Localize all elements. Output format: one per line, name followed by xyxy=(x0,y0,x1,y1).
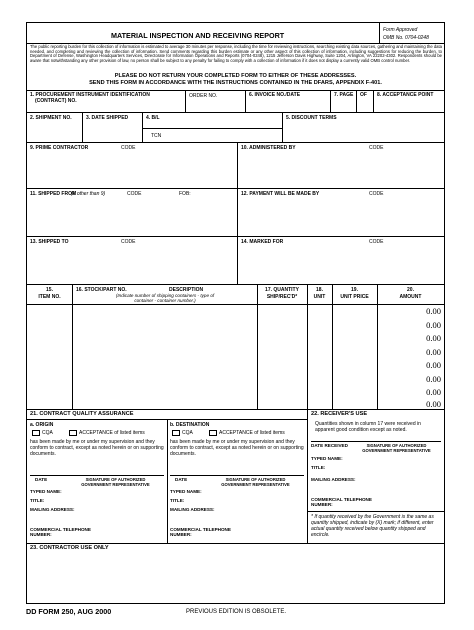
origin-date-label: DATE xyxy=(35,477,48,482)
field-1-label: 1. PROCUREMENT INSTRUMENT IDENTIFICATION xyxy=(30,92,150,98)
origin-mailing-label: MAILING ADDRESS: xyxy=(30,507,75,512)
amount-cell[interactable]: 0.00 xyxy=(426,374,441,384)
field-5-label: 5. DISCOUNT TERMS xyxy=(286,115,337,121)
origin-phone-label-b: NUMBER: xyxy=(30,532,52,537)
col-unit-header: UNIT xyxy=(313,294,326,300)
receiver-signature-label-b: GOVERNMENT REPRESENTATIVE xyxy=(362,448,431,453)
of-label: OF xyxy=(360,92,367,98)
receiver-section-title: 22. RECEIVER'S USE xyxy=(311,411,368,417)
field-6-label: 6. INVOICE NO./DATE xyxy=(249,92,301,98)
origin-typed-name-label: TYPED NAME: xyxy=(30,489,62,494)
contractor-section-title: 23. CONTRACTOR USE ONLY xyxy=(30,545,109,551)
burden-statement: The public reporting burden for this collection of information is estimated to average 30 minutes per response, including the time for reviewing instructions, searching existing data sources, gathering and maintaining the data needed, and completing and reviewing the collection of information. Send comments regarding this burden estimate or any other aspect of this collection of information, including suggestions for reducing the burden, to Department of Defense, Washington Headquarters Services, Directorate for Information Operations and Reports (0704-0248), 1215 Jefferson Davis Highway, Suite 1204, Arlington, VA 22202-4302. Respondents should be aware that notwithstanding any other provision of law, no person shall be subject to any penalty for failing to comply with a collection of information if it does not display a currently valid OMB control number. xyxy=(30,44,442,64)
field-7-label: 7. PAGE xyxy=(334,92,354,98)
amount-cell[interactable]: 0.00 xyxy=(426,387,441,397)
form-title: MATERIAL INSPECTION AND RECEIVING REPORT xyxy=(111,31,285,40)
field-11-note: (If other than 9) xyxy=(71,191,106,197)
destination-phone-label: COMMERCIAL TELEPHONE xyxy=(170,527,231,532)
col-ship-recd-header: SHIP/REC'D* xyxy=(266,294,298,300)
origin-signature-label: SIGNATURE OF AUTHORIZED xyxy=(85,477,146,482)
origin-statement: has been made by me or under my supervision and they conform to contract, except as noted herein or on supporting documents. xyxy=(30,439,164,457)
qa-section-title: 21. CONTRACT QUALITY ASSURANCE xyxy=(30,411,134,417)
origin-cqa-checkbox[interactable] xyxy=(32,430,40,436)
form-approved-label: Form Approved xyxy=(383,27,418,33)
amount-cell[interactable]: 0.00 xyxy=(426,333,441,343)
col-16-note-2: container - container number.) xyxy=(134,298,196,303)
origin-cqa-label: CQA xyxy=(42,430,53,436)
destination-typed-name-label: TYPED NAME: xyxy=(170,489,202,494)
destination-title-label: TITLE: xyxy=(170,498,185,503)
origin-title-label: TITLE: xyxy=(30,498,45,503)
order-no-label: ORDER NO. xyxy=(189,93,218,99)
previous-edition-notice: PREVIOUS EDITION IS OBSOLETE. xyxy=(186,609,287,615)
col-item-no-header: ITEM NO. xyxy=(38,294,61,300)
receiver-title-label: TITLE: xyxy=(311,465,326,470)
destination-signature-label-b: GOVERNMENT REPRESENTATIVE xyxy=(221,482,290,487)
field-4-label: 4. B/L xyxy=(146,115,160,121)
tcn-label: TCN xyxy=(151,133,162,139)
receiver-typed-name-label: TYPED NAME: xyxy=(311,456,343,461)
destination-acceptance-label: ACCEPTANCE of listed items xyxy=(219,430,285,436)
receiver-quantity-note: * If quantity received by the Government is the same as quantity shipped, indicate by (X) mark; if different, enter actual quantity received below quantity shipped and encircle. xyxy=(311,514,434,538)
amount-cell[interactable]: 0.00 xyxy=(426,360,441,370)
send-instructions-notice: SEND THIS FORM IN ACCORDANCE WITH THE INSTRUCTIONS CONTAINED IN THE DFARS, APPENDIX F-401. xyxy=(89,80,382,86)
field-13-label: 13. SHIPPED TO xyxy=(30,239,69,245)
receiver-phone-label-b: NUMBER: xyxy=(311,502,333,507)
field-11-label: 11. SHIPPED FROM xyxy=(30,191,77,197)
field-14-code-label: CODE xyxy=(369,239,384,245)
amount-cell[interactable]: 0.00 xyxy=(426,320,441,330)
origin-label: a. ORIGIN xyxy=(30,422,54,428)
origin-acceptance-label: ACCEPTANCE of listed items xyxy=(79,430,145,436)
receiver-statement: Quantities shown in column 17 were received in apparent good condition except as noted. xyxy=(315,421,421,433)
field-2-label: 2. SHIPMENT NO. xyxy=(30,115,72,121)
destination-acceptance-checkbox[interactable] xyxy=(209,430,217,436)
destination-signature-label: SIGNATURE OF AUTHORIZED xyxy=(225,477,286,482)
destination-label: b. DESTINATION xyxy=(170,422,210,428)
col-unit-price-header: UNIT PRICE xyxy=(340,294,369,300)
field-13-code-label: CODE xyxy=(121,239,136,245)
col-19-number: 19. xyxy=(351,287,358,293)
do-not-return-notice: PLEASE DO NOT RETURN YOUR COMPLETED FORM TO EITHER OF THESE ADDRESSES. xyxy=(114,73,357,79)
destination-statement: has been made by me or under my supervision and they conform to contract, except as noted herein or on supporting documents. xyxy=(170,439,304,457)
field-10-code-label: CODE xyxy=(369,145,384,151)
amount-cell[interactable]: 0.00 xyxy=(426,347,441,357)
date-received-label: DATE RECEIVED xyxy=(311,443,348,448)
field-9-label: 9. PRIME CONTRACTOR xyxy=(30,145,89,151)
field-12-code-label: CODE xyxy=(369,191,384,197)
origin-signature-label-b: GOVERNMENT REPRESENTATIVE xyxy=(81,482,150,487)
amount-cell[interactable]: 0.00 xyxy=(426,399,441,409)
col-amount-header: AMOUNT xyxy=(399,294,422,300)
destination-phone-label-b: NUMBER: xyxy=(170,532,192,537)
destination-cqa-label: CQA xyxy=(182,430,193,436)
dd-form-250 xyxy=(26,22,445,604)
receiver-mailing-label: MAILING ADDRESS: xyxy=(311,477,356,482)
destination-date-label: DATE xyxy=(175,477,188,482)
destination-mailing-label: MAILING ADDRESS: xyxy=(170,507,215,512)
field-8-label: 8. ACCEPTANCE POINT xyxy=(377,92,434,98)
col-description-header: DESCRIPTION xyxy=(169,287,204,293)
field-12-label: 12. PAYMENT WILL BE MADE BY xyxy=(241,191,320,197)
col-16-note-1: (Indicate number of shipping containers - type of xyxy=(115,293,215,298)
col-17-header: 17. QUANTITY xyxy=(265,287,299,293)
field-1-label-b: (CONTRACT) NO. xyxy=(35,98,77,104)
destination-cqa-checkbox[interactable] xyxy=(172,430,180,436)
receiver-signature-label: SIGNATURE OF AUTHORIZED xyxy=(366,443,427,448)
field-10-label: 10. ADMINISTERED BY xyxy=(241,145,296,151)
omb-number: OMB No. 0704-0248 xyxy=(383,35,429,41)
form-identifier: DD FORM 250, AUG 2000 xyxy=(26,607,112,616)
origin-acceptance-checkbox[interactable] xyxy=(69,430,77,436)
fob-label: FOB: xyxy=(179,191,191,197)
col-20-number: 20. xyxy=(407,287,414,293)
amount-cell[interactable]: 0.00 xyxy=(426,306,441,316)
receiver-phone-label: COMMERCIAL TELEPHONE xyxy=(311,497,372,502)
field-11-code-label: CODE xyxy=(127,191,142,197)
col-15-number: 15. xyxy=(46,287,53,293)
field-3-label: 3. DATE SHIPPED xyxy=(86,115,129,121)
col-18-number: 18. xyxy=(316,287,323,293)
origin-phone-label: COMMERCIAL TELEPHONE xyxy=(30,527,91,532)
col-stock-part-header: 16. STOCK/PART NO. xyxy=(76,287,127,293)
field-9-code-label: CODE xyxy=(121,145,136,151)
field-14-label: 14. MARKED FOR xyxy=(241,239,284,245)
